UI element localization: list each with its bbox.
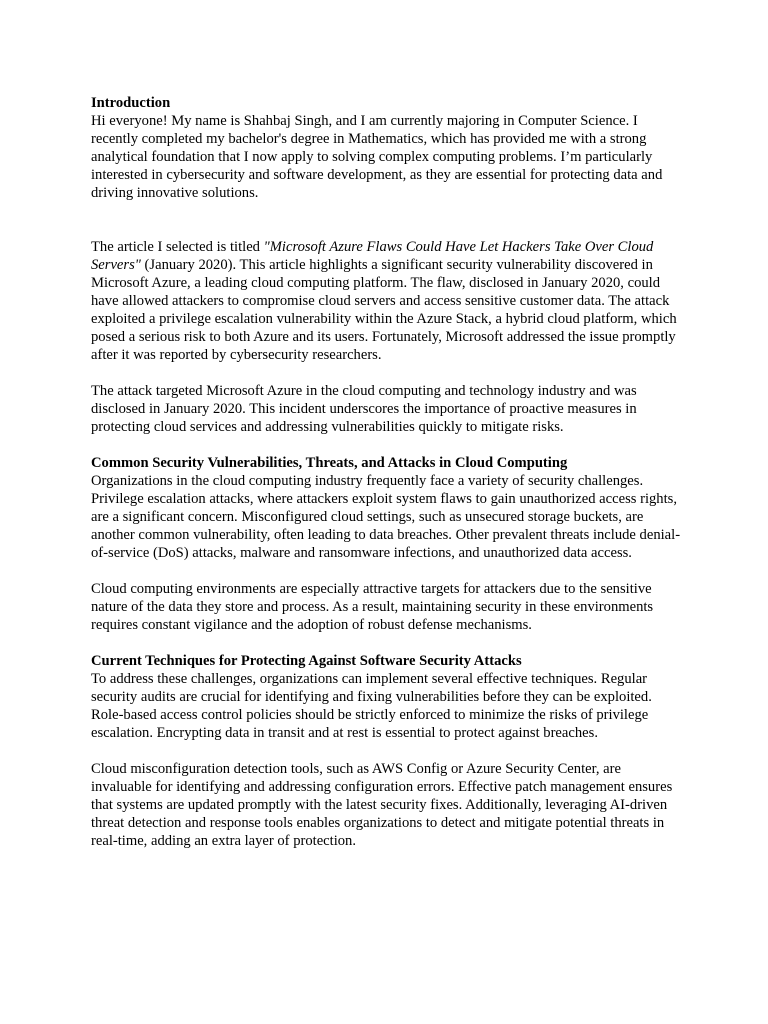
spacer xyxy=(91,742,681,760)
techniques-paragraph: To address these challenges, organizations can implement several effective techniques. Regular security audits are crucial for identifying and fixing vulnerabilities before they can be exploited. Role-based access control policies should be strictly enforced to minimize the risks of privilege escalation. Encrypting data in transit and at rest is essential to protect against breaches. xyxy=(91,671,652,741)
vulnerabilities-section xyxy=(91,454,681,562)
article-lead: The article I selected is titled xyxy=(91,239,264,255)
techniques-paragraph-2: Cloud misconfiguration detection tools, such as AWS Config or Azure Security Center, are invaluable for identifying and addressing configuration errors. Effective patch management ensures that systems are updated promptly with the latest security fixes. Additionally, leveraging AI-driven threat detection and response tools enables organizations to detect and mitigate potential threats in real-time, adding an extra layer of protection. xyxy=(91,761,673,849)
vulnerabilities-paragraph: Organizations in the cloud computing industry frequently face a variety of security challenges. Privilege escalation attacks, where attackers exploit system flaws to gain unauthorized access rights, are a significant concern. Misconfigured cloud settings, such as unsecured storage buckets, are another common vulnerability, often leading to data breaches. Other prevalent threats include denial-of-service (DoS) attacks, malware and ransomware infections, and unauthorized data access. xyxy=(91,473,681,561)
techniques-section xyxy=(91,652,681,742)
vulnerabilities-paragraph-2: Cloud computing environments are especially attractive targets for attackers due to the sensitive nature of the data they store and process. As a result, maintaining security in these environments requires constant vigilance and the adoption of robust defense mechanisms. xyxy=(91,581,654,633)
spacer xyxy=(91,562,681,580)
article-title: "Microsoft Azure Flaws Could Have Let Hackers Take Over Cloud Servers" xyxy=(91,239,654,273)
techniques-heading: Current Techniques for Protecting Against Software Security Attacks xyxy=(91,653,522,669)
spacer xyxy=(91,202,681,238)
article-body: (January 2020). This article highlights a significant security vulnerability discovered in Microsoft Azure, a leading cloud computing platform. The flaw, disclosed in January 2020, could have allowed attackers to compromise cloud servers and access sensitive customer data. The attack exploited a privilege escalation vulnerability within the Azure Stack, a hybrid cloud platform, which posed a serious risk to both Azure and its users. Fortunately, Microsoft addressed the issue promptly after it was reported by cybersecurity researchers. xyxy=(91,257,677,363)
document-page xyxy=(91,94,681,850)
spacer xyxy=(91,634,681,652)
intro-heading: Introduction xyxy=(91,95,171,111)
vulnerabilities-heading: Common Security Vulnerabilities, Threats, and Attacks in Cloud Computing xyxy=(91,455,568,471)
intro-paragraph: Hi everyone! My name is Shahbaj Singh, and I am currently majoring in Computer Science. I recently completed my bachelor's degree in Mathematics, which has provided me with a strong analytical foundation that I now apply to solving complex computing problems. I’m particularly interested in cybersecurity and software development, as they are essential for protecting data and driving innovative solutions. xyxy=(91,113,663,201)
spacer xyxy=(91,436,681,454)
intro-section xyxy=(91,94,681,202)
attack-summary-paragraph: The attack targeted Microsoft Azure in the cloud computing and technology industry and was disclosed in January 2020. This incident underscores the importance of proactive measures in protecting cloud services and addressing vulnerabilities quickly to mitigate risks. xyxy=(91,383,637,435)
spacer xyxy=(91,364,681,382)
article-paragraph xyxy=(91,238,681,364)
